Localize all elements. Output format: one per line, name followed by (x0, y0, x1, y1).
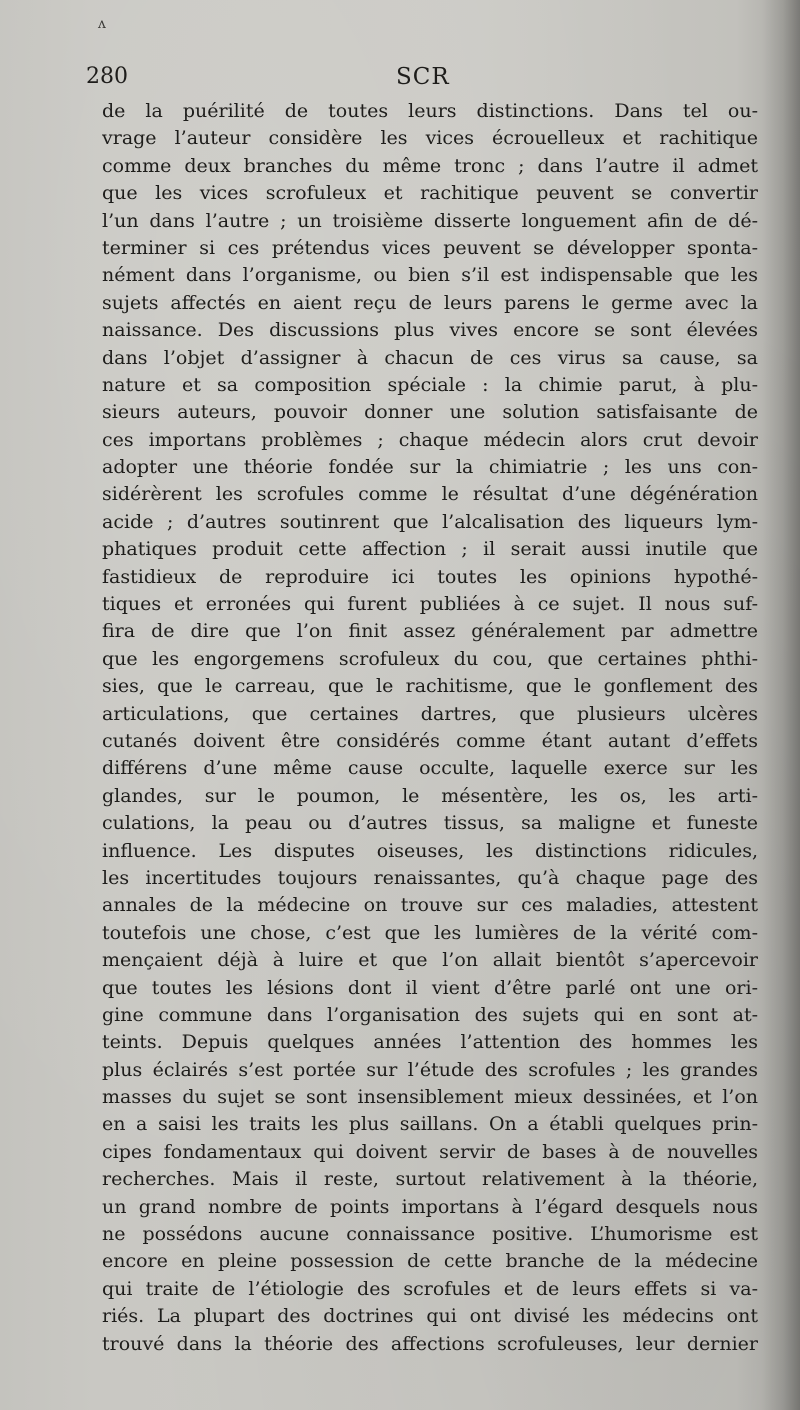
text-line: glandes, sur le poumon, le mésentère, les os, les arti- (102, 784, 758, 807)
text-line: masses du sujet se sont insensiblement mieux dessinées, et l’on (102, 1086, 758, 1109)
text-line: que toutes les lésions dont il vient d’être parlé ont une ori- (102, 976, 758, 999)
text-line: riés. La plupart des doctrines qui ont divisé les médecins ont (102, 1305, 758, 1328)
text-line: différens d’une même cause occulte, laquelle exerce sur les (102, 757, 758, 780)
text-line: vrage l’auteur considère les vices écrouelleux et rachitique (102, 127, 758, 150)
text-line: acide ; d’autres soutinrent que l’alcalisation des liqueurs lym- (102, 510, 758, 533)
page-number: 280 (86, 64, 128, 89)
text-line: comme deux branches du même tronc ; dans l’autre il admet (102, 154, 758, 177)
text-line: mençaient déjà à luire et que l’on allait bientôt s’apercevoir (102, 949, 758, 972)
text-line: qui traite de l’étiologie des scrofules et de leurs effets si va- (102, 1277, 758, 1300)
text-line: trouvé dans la théorie des affections scrofuleuses, leur dernier (102, 1332, 758, 1355)
text-line: les incertitudes toujours renaissantes, qu’à chaque page des (102, 866, 758, 889)
corner-mark: ʌ (98, 16, 106, 32)
text-line: un grand nombre de points importans à l’égard desquels nous (102, 1195, 758, 1218)
text-line: ne possédons aucune connaissance positive. L’humorisme est (102, 1223, 758, 1246)
text-line: culations, la peau ou d’autres tissus, sa maligne et funeste (102, 812, 758, 835)
text-line: fastidieux de reproduire ici toutes les opinions hypothé- (102, 565, 758, 588)
running-head (86, 64, 762, 96)
text-line: articulations, que certaines dartres, que plusieurs ulcères (102, 702, 758, 725)
text-line: naissance. Des discussions plus vives encore se sont élevées (102, 319, 758, 342)
text-line: cutanés doivent être considérés comme étant autant d’effets (102, 729, 758, 752)
text-line: encore en pleine possession de cette branche de la médecine (102, 1250, 758, 1273)
text-line: recherches. Mais il reste, surtout relativement à la théorie, (102, 1168, 758, 1191)
text-line: gine commune dans l’organisation des sujets qui en sont at- (102, 1003, 758, 1026)
text-line: de la puérilité de toutes leurs distinctions. Dans tel ou- (102, 100, 758, 122)
body-text (102, 98, 758, 1358)
text-line: teints. Depuis quelques années l’attention des hommes les (102, 1031, 758, 1054)
text-line: que les vices scrofuleux et rachitique peuvent se convertir (102, 182, 758, 205)
text-line: en a saisi les traits les plus saillans. On a établi quelques prin- (102, 1113, 758, 1136)
text-line: cipes fondamentaux qui doivent servir de bases à de nouvelles (102, 1140, 758, 1163)
text-line: sidérèrent les scrofules comme le résultat d’une dégénération (102, 483, 758, 506)
text-line: dans l’objet d’assigner à chacun de ces virus sa cause, sa (102, 346, 758, 369)
text-line: nément dans l’organisme, ou bien s’il est indispensable que les (102, 264, 758, 287)
text-line: que les engorgemens scrofuleux du cou, que certaines phthi- (102, 647, 758, 670)
text-line: l’un dans l’autre ; un troisième disserte longuement afin de dé- (102, 209, 758, 232)
text-line: plus éclairés s’est portée sur l’étude des scrofules ; les grandes (102, 1058, 758, 1081)
text-line: nature et sa composition spéciale : la chimie parut, à plu- (102, 373, 758, 396)
text-line: toutefois une chose, c’est que les lumières de la vérité com- (102, 921, 758, 944)
text-line: tiques et erronées qui furent publiées à ce sujet. Il nous suf- (102, 593, 758, 616)
text-line: sujets affectés en aient reçu de leurs parens le germe avec la (102, 291, 758, 314)
text-line: terminer si ces prétendus vices peuvent se développer sponta- (102, 236, 758, 259)
text-line: sieurs auteurs, pouvoir donner une solution satisfaisante de (102, 401, 758, 424)
running-head-title: SCR (396, 64, 450, 90)
text-line: sies, que le carreau, que le rachitisme, que le gonflement des (102, 675, 758, 698)
text-line: influence. Les disputes oiseuses, les distinctions ridicules, (102, 839, 758, 862)
text-line: fira de dire que l’on finit assez généralement par admettre (102, 620, 758, 643)
page-edge-shadow (762, 0, 800, 1410)
text-line: adopter une théorie fondée sur la chimiatrie ; les uns con- (102, 456, 758, 479)
text-line: phatiques produit cette affection ; il serait aussi inutile que (102, 538, 758, 561)
text-line: ces importans problèmes ; chaque médecin alors crut devoir (102, 428, 758, 451)
text-line: annales de la médecine on trouve sur ces maladies, attestent (102, 894, 758, 917)
